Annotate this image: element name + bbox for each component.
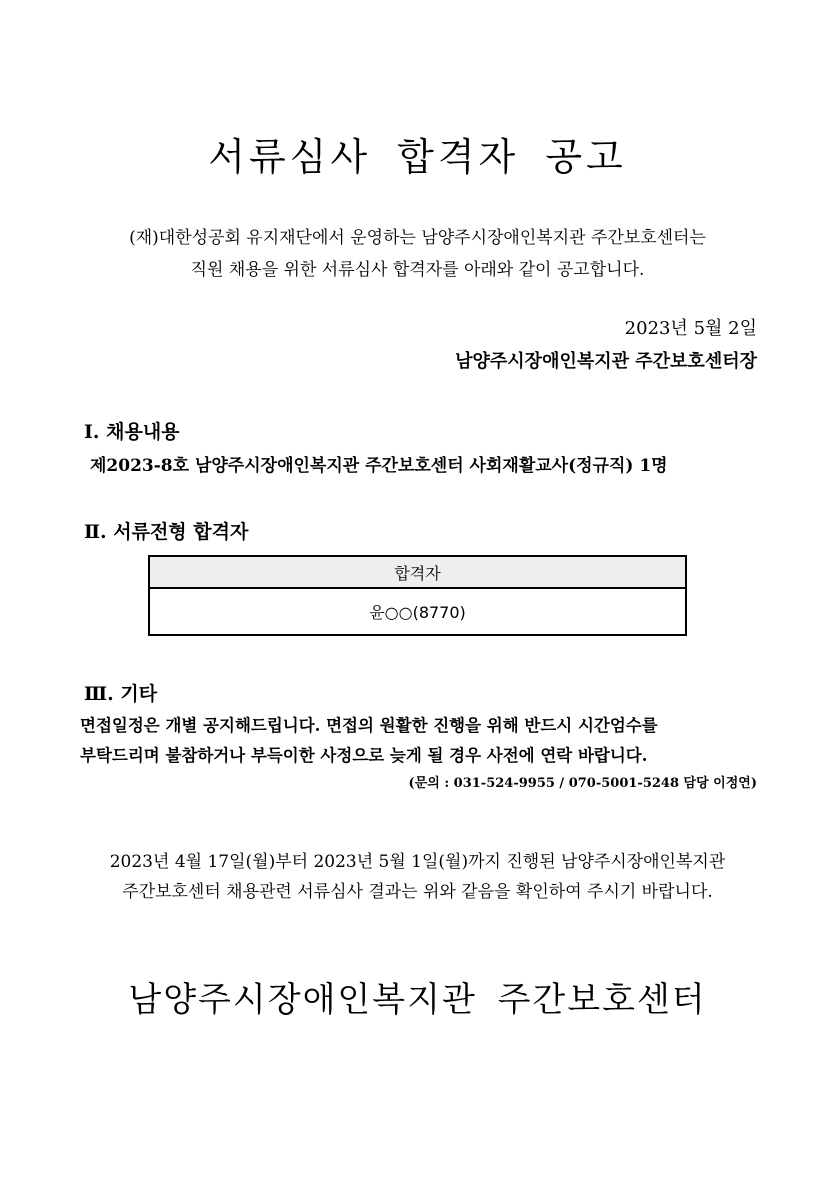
notice-date: 2023년 5월 2일 [624,318,757,339]
result-table-value: 윤○○(8770) [149,588,686,635]
section-1-heading: Ⅰ. 채용내용 [84,421,180,443]
footer-organization: 남양주시장애인복지관 주간보호센터 [128,980,707,1020]
other-line-2: 부탁드리며 불참하거나 부득이한 사정으로 늦게 될 경우 사전에 연락 바랍니다. [80,746,648,765]
recruitment-content: 제2023-8호 남양주시장애인복지관 주간보호센터 사회재활교사(정규직) 1명 [90,456,668,476]
intro-line-2: 직원 채용을 위한 서류심사 합격자를 아래와 같이 공고합니다. [190,260,645,280]
closing-line-2: 주간보호센터 채용관련 서류심사 결과는 위와 같음을 확인하여 주시기 바랍니다. [122,882,713,902]
contact-info: (문의 : 031-524-9955 / 070-5001-5248 담당 이정연) [408,776,757,791]
issuer: 남양주시장애인복지관 주간보호센터장 [455,351,757,372]
section-3-heading: Ⅲ. 기타 [84,683,158,705]
other-line-1: 면접일정은 개별 공지해드립니다. 면접의 원활한 진행을 위해 반드시 시간엄수를 [80,716,658,735]
intro-line-1: (재)대한성공회 유지재단에서 운영하는 남양주시장애인복지관 주간보호센터는 [129,228,706,248]
result-table-header: 합격자 [149,556,686,588]
closing-line-1: 2023년 4월 17일(월)부터 2023년 5월 1일(월)까지 진행된 남양주시장애인복지관 [109,852,726,872]
result-table [148,555,687,636]
section-2-heading: Ⅱ. 서류전형 합격자 [84,521,249,543]
page-title: 서류심사 합격자 공고 [208,135,627,179]
